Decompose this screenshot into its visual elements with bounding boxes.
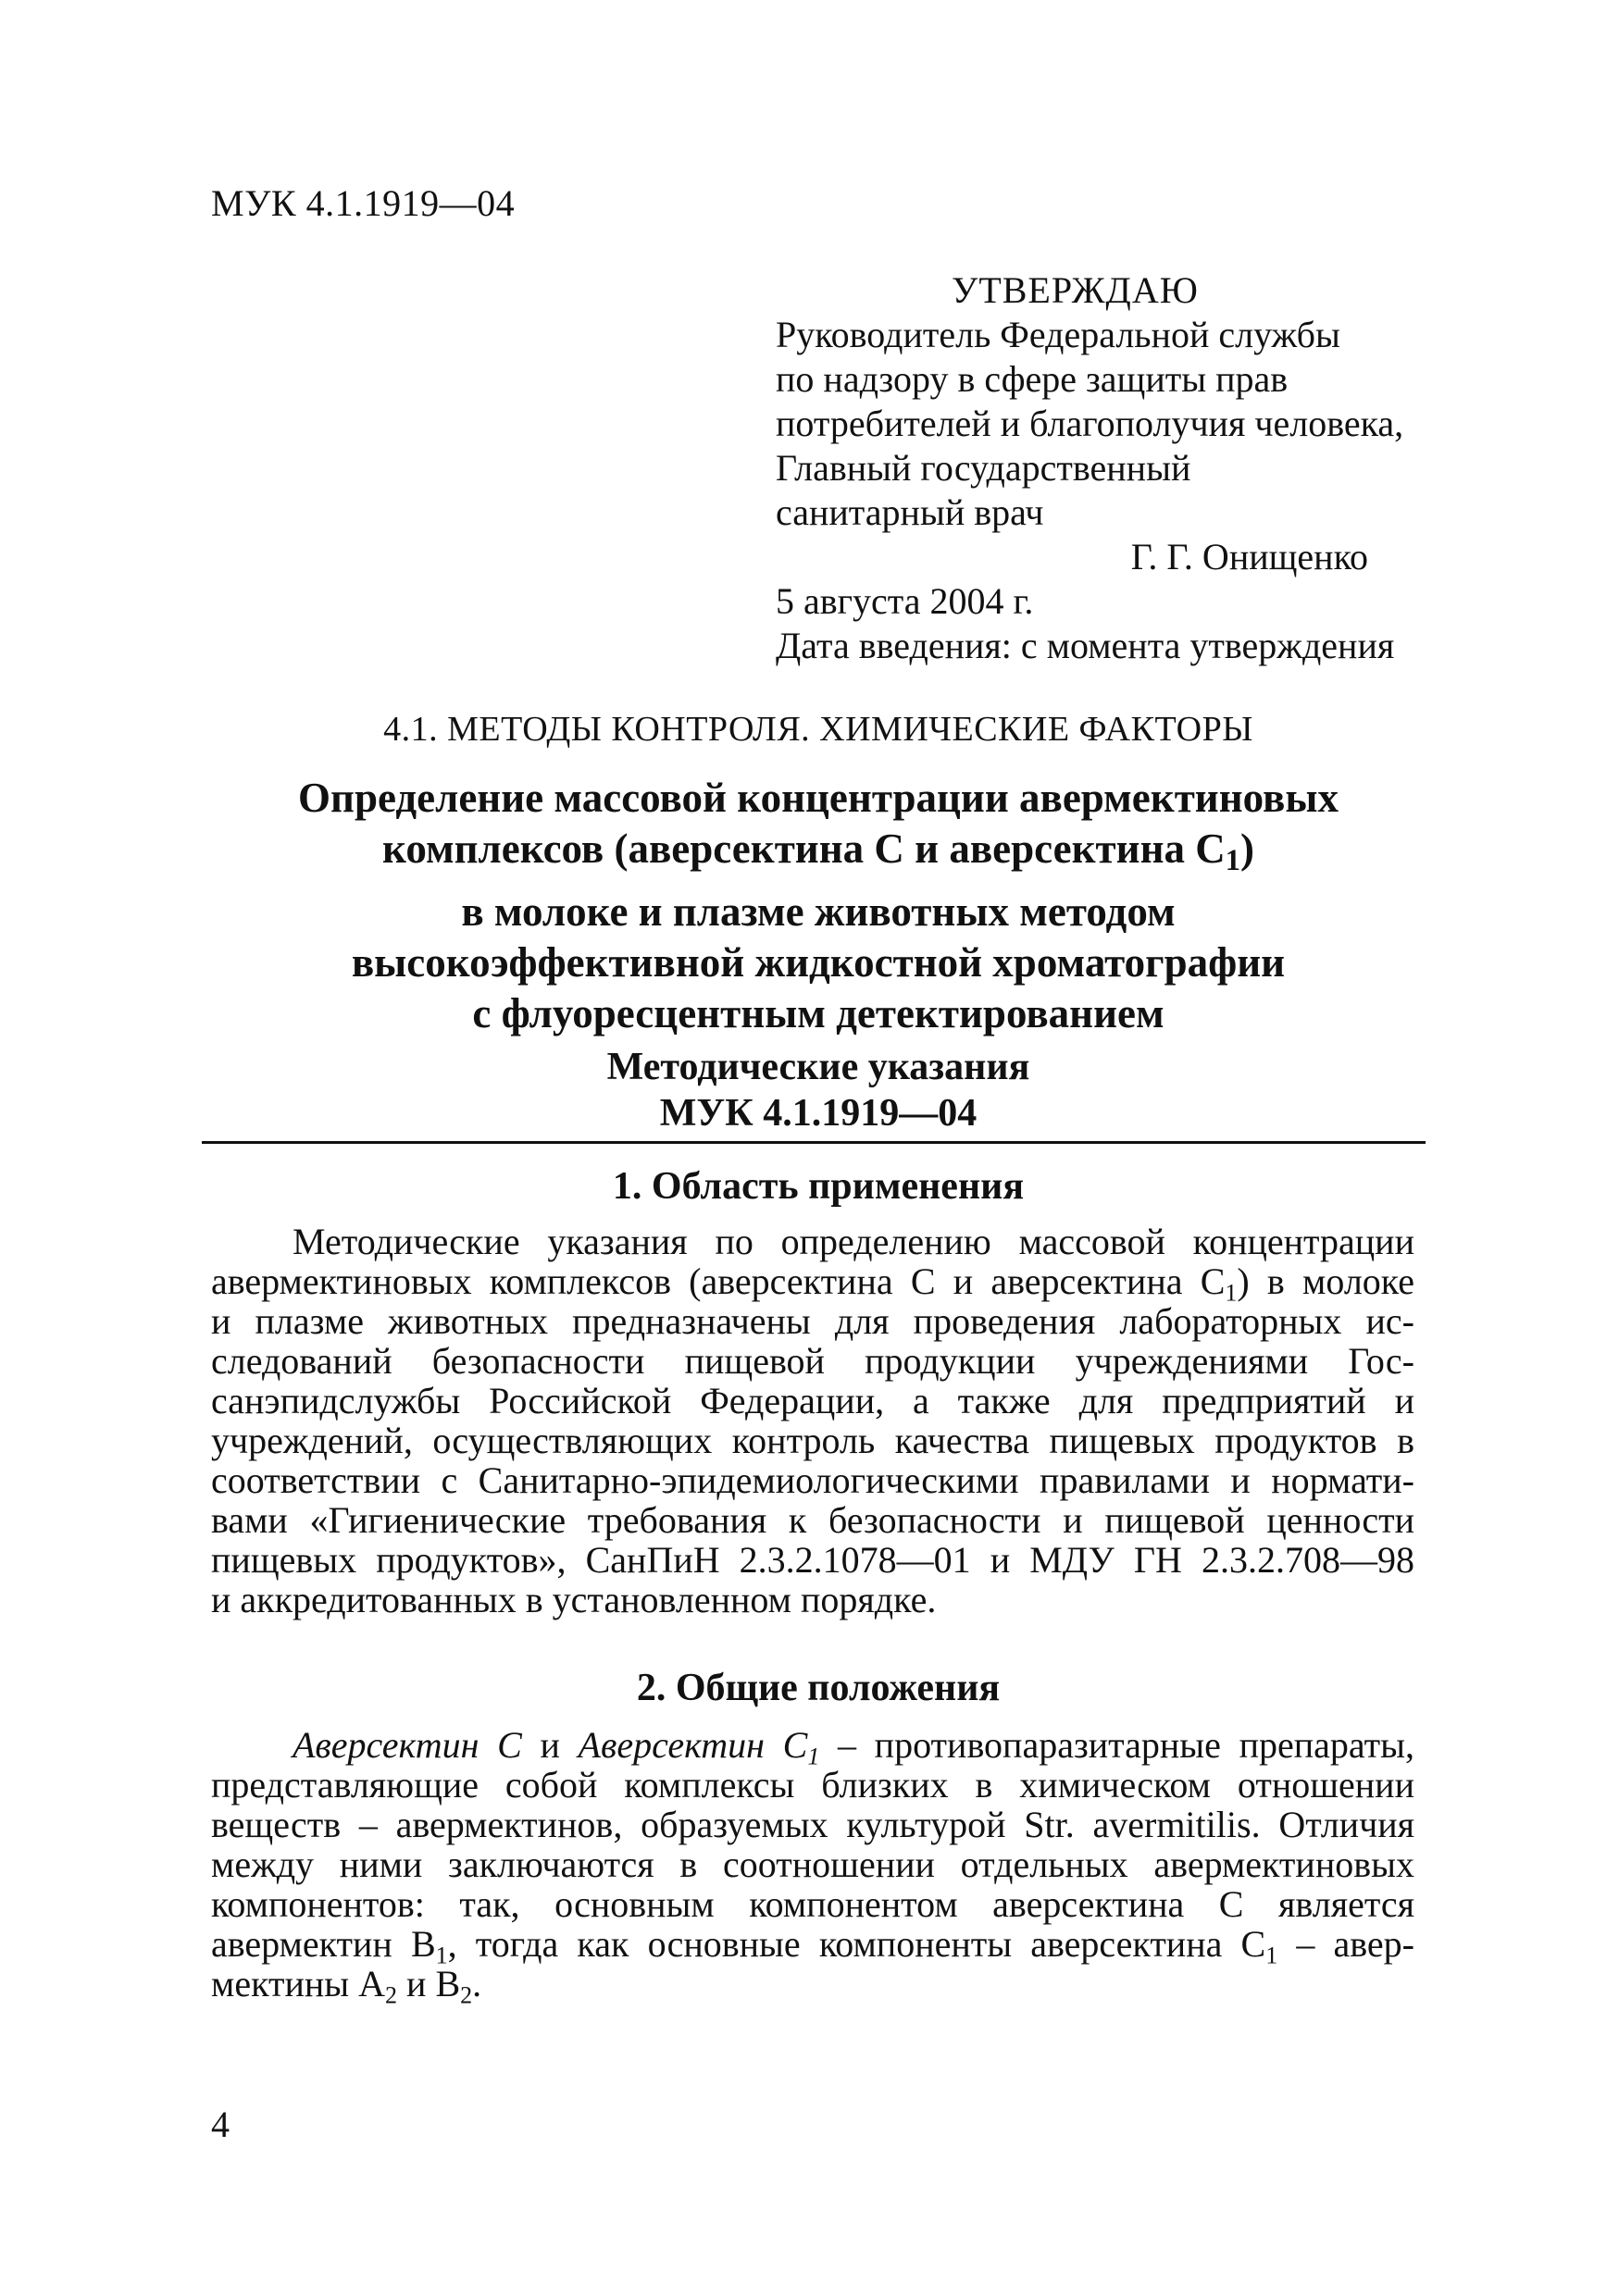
text-line: и плазме животных предназначены для проведения лабораторных ис- xyxy=(211,1300,1414,1342)
text: мектины А xyxy=(211,1963,386,2004)
series-heading: 4.1. МЕТОДЫ КОНТРОЛЯ. ХИМИЧЕСКИЕ ФАКТОРЫ xyxy=(383,710,1253,749)
text-line: Методические указания по определению массовой концентрации xyxy=(293,1221,1414,1262)
approval-date: 5 августа 2004 г. xyxy=(776,580,1034,622)
section-1-heading: 1. Область применения xyxy=(612,1165,1025,1208)
signatory-name: Г. Г. Онищенко xyxy=(1130,536,1368,577)
title-line xyxy=(211,824,1426,887)
subscript: 1 xyxy=(1265,1942,1278,1969)
section-2-paragraph xyxy=(211,1724,1415,2009)
text-line: между ними заключаются в соотношении отдельных авермектиновых xyxy=(211,1843,1414,1885)
text-line xyxy=(211,1963,1414,2009)
text-line: представляющие собой комплексы близких в химическом отношении xyxy=(211,1764,1414,1806)
approval-block xyxy=(776,268,1424,668)
text: , тогда как основные компоненты аверсектина С xyxy=(447,1923,1266,1965)
text-line: веществ – авермектинов, образуемых культурой Str. avermitilis. Отличия xyxy=(211,1804,1414,1845)
text-line xyxy=(211,1260,1414,1307)
text-line: соответствии с Санитарно-эпидемиологическими правилами и нормати- xyxy=(211,1459,1414,1501)
text: – авер- xyxy=(1277,1923,1415,1965)
text-line xyxy=(211,1923,1415,1969)
subscript: 1 xyxy=(1225,1279,1238,1307)
subtitle-line: МУК 4.1.1919—04 xyxy=(659,1092,978,1135)
text: авермектиновых комплексов (аверсектина С и аверсектина С xyxy=(211,1260,1226,1302)
doc-code-header: МУК 4.1.1919—04 xyxy=(211,182,516,224)
approval-line: Руководитель Федеральной службы xyxy=(776,314,1340,355)
approval-line: санитарный врач xyxy=(776,491,1044,533)
subscript: 1 xyxy=(435,1942,448,1969)
text-line: и аккредитованных в установленном порядке. xyxy=(211,1579,937,1620)
subscript: 1 xyxy=(807,1743,820,1770)
text-line: вами «Гигиенические требования к безопасности и пищевой ценности xyxy=(211,1499,1414,1541)
text-line xyxy=(211,1724,1415,1770)
title-line: с флуоресцентным детектированием xyxy=(472,990,1164,1037)
document-title xyxy=(211,773,1426,1039)
text: и xyxy=(521,1724,579,1766)
text-line: пищевых продуктов», СанПиН 2.3.2.1078—01 и МДУ ГН 2.3.2.708—98 xyxy=(211,1539,1414,1581)
approval-line: Главный государственный xyxy=(776,447,1191,489)
page-number: 4 xyxy=(211,2104,230,2145)
effective-date: Дата введения: с момента утверждения xyxy=(776,625,1395,666)
subtitle-line: Методические указания xyxy=(606,1046,1030,1088)
approval-line: по надзору в сфере защиты прав xyxy=(776,358,1289,400)
text-line: санэпидслужбы Российской Федерации, а также для предприятий и xyxy=(211,1380,1414,1421)
text-line: компонентов: так, основным компонентом аверсектина С является xyxy=(211,1883,1414,1925)
title-line: высокоэффективной жидкостной хроматографии xyxy=(351,939,1286,987)
title-text: комплексов (аверсектина С и аверсектина С xyxy=(382,825,1226,872)
title-line: в молоке и плазме животных методом xyxy=(461,888,1176,936)
section-1-paragraph xyxy=(211,1222,1414,1620)
approval-title: УТВЕРЖДАЮ xyxy=(952,269,1199,311)
text: – противопаразитарные препараты, xyxy=(819,1724,1415,1766)
subscript: 2 xyxy=(385,1981,398,2009)
text: авермектин В xyxy=(211,1923,436,1965)
document-subtitle xyxy=(211,1044,1426,1136)
title-text: ) xyxy=(1239,825,1254,872)
text: . xyxy=(472,1963,482,2004)
italic-term: Аверсектин С xyxy=(293,1724,522,1766)
subscript: 2 xyxy=(460,1981,473,2009)
text-line: следований безопасности пищевой продукции учреждениями Гос- xyxy=(211,1340,1414,1382)
subscript: 1 xyxy=(1225,844,1240,878)
text: ) в молоке xyxy=(1237,1260,1414,1302)
horizontal-rule xyxy=(202,1141,1426,1144)
italic-term: Аверсектин С xyxy=(578,1724,808,1766)
title-line: Определение массовой концентрации авермектиновых xyxy=(298,775,1339,821)
text: и В xyxy=(397,1963,461,2004)
text-line: учреждений, осуществляющих контроль качества пищевых продуктов в xyxy=(211,1420,1414,1461)
approval-line: потребителей и благополучия человека, xyxy=(776,403,1404,444)
section-2-heading: 2. Общие положения xyxy=(636,1667,1001,1709)
